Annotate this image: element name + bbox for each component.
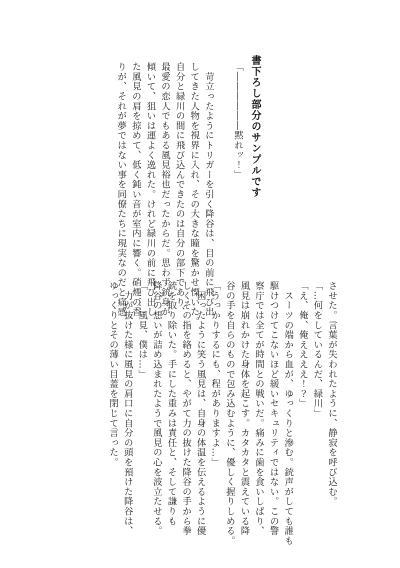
- text-line: 「……風見、僕は…」: [136, 281, 148, 379]
- text-line: 察庁では全てが時間との戦いだ。痛みに歯を食いしばり、: [253, 281, 265, 536]
- text-line: 困ったように笑う風見は、自身の体温を伝えるように優: [194, 281, 206, 536]
- text-line: スーツの端から血が、ゆっくりと滲む。銃声がしても誰も: [282, 281, 294, 546]
- upper-text-block: [113, 62, 244, 327]
- text-line: 谷の手を自らのもので包み込むように、優しく握りしめる。: [223, 281, 235, 546]
- text-line: 苛立ったようにトリガーを引く降谷は、目の前に飛び出: [202, 62, 214, 317]
- text-line: 「――――――黙れッ！」: [232, 62, 243, 180]
- text-line: しくその指を絡めると、やがて力の抜けた降谷の手から拳: [180, 281, 192, 536]
- text-line: 降谷の想いが詰め込まれたようで風見の心を波立たせる。: [150, 281, 162, 536]
- page-title: 書下ろし部分のサンプルです: [249, 55, 260, 198]
- text-line: 「…何をしているんだ、緑川」: [311, 281, 323, 419]
- text-line: 「うっかりするにも、程がありますよ…」: [209, 281, 221, 468]
- text-line: 「え、俺、俺ええええ！？」: [296, 281, 308, 409]
- text-line: 自分と緑川の間に飛び込んできたのは自分の部下であり、: [173, 62, 185, 317]
- text-line: 銃を取り除いた。手にした重みは責任と、そして謙りも: [165, 281, 177, 526]
- text-line: させた。言葉が失われたように、静寂を呼び込む。: [326, 281, 337, 507]
- text-line: 最愛の恋人でもある風見裕也だったからだ。思わず銃身が: [159, 62, 171, 317]
- text-line: 力が抜けた様に風見の肩口に自分の頭を預けた降谷は、: [121, 281, 133, 536]
- text-line: た風見の肩を掠めて、低く鈍い音が室内に響く。硝煙の香: [129, 62, 141, 317]
- text-line: りが、それが夢ではない事を同僚たちに現実なのだと痛感: [115, 62, 127, 317]
- text-line: 風見は崩れかけた身体を起こす。カタカタと震えている降: [238, 281, 250, 536]
- text-line: ゆっくりとその薄い目蓋を閉じて言った。: [107, 281, 119, 468]
- text-line: 駆けつけてこないほど緩いセキュリティではない。この警: [267, 281, 279, 536]
- text-line: してきた人物を視界に入れ、その大きな瞳を驚かせ慄いた。: [188, 62, 200, 327]
- text-line: [215, 62, 230, 298]
- lower-text-block: [105, 281, 339, 546]
- text-line: 傾いて、狙いは運よく逸れた。けれど緑川の前に飛び出し: [144, 62, 156, 317]
